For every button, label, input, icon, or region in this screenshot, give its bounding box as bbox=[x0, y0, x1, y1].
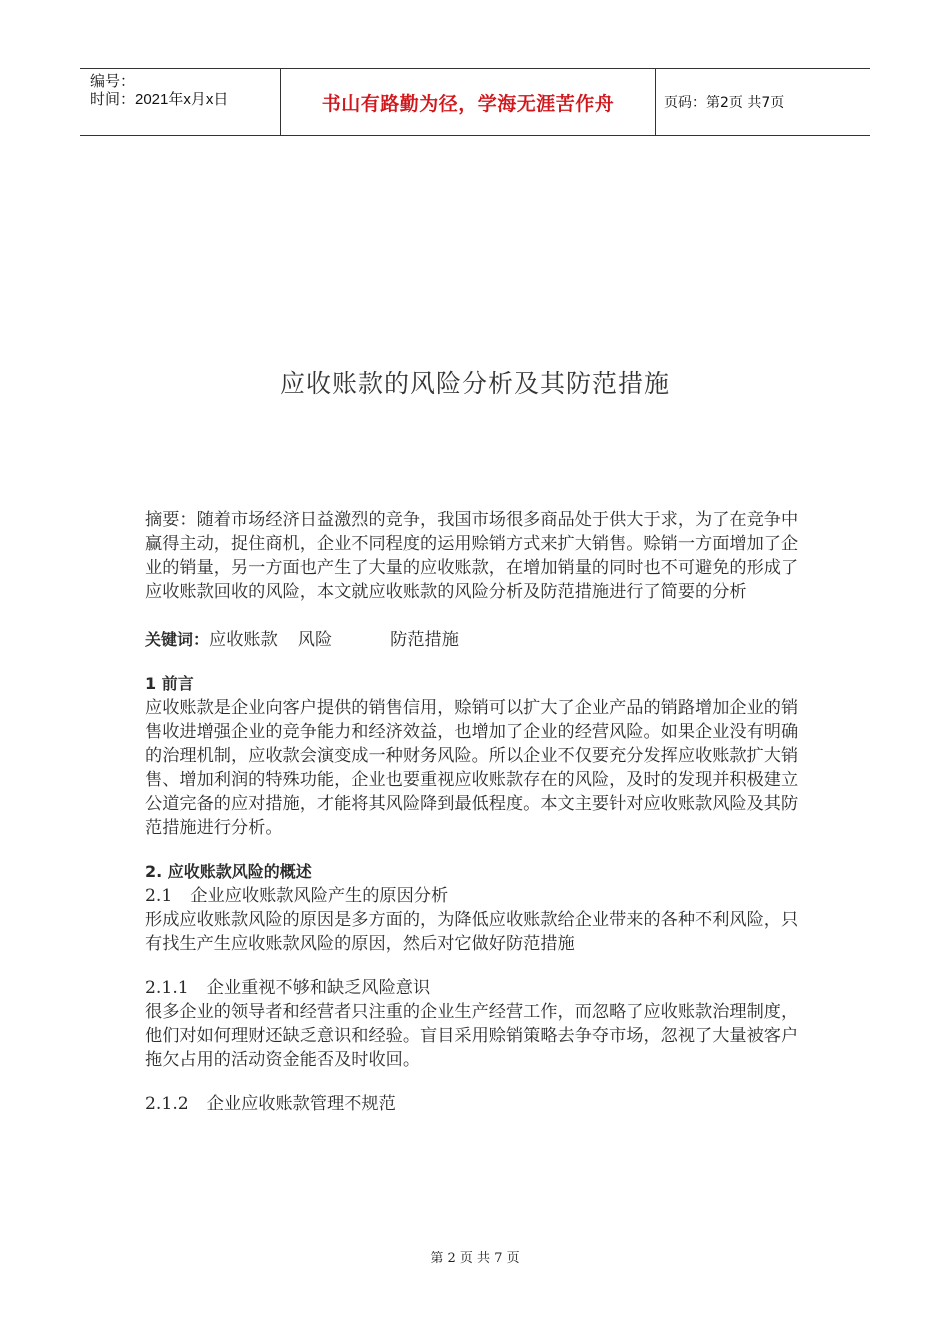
document-body bbox=[145, 508, 800, 1116]
subsection-title: 企业应收账款管理不规范 bbox=[206, 1094, 396, 1114]
subsection-number: 2.1.2 bbox=[145, 1094, 189, 1114]
subsection-title: 企业应收账款风险产生的原因分析 bbox=[190, 886, 449, 906]
abstract: 摘要：随着市场经济日益激烈的竞争，我国市场很多商品处于供大于求，为了在竞争中赢得主动，捉住商机，企业不同程度的运用赊销方式来扩大销售。赊销一方面增加了企业的销量，另一方面也产生了大量的应收账款，在增加销量的同时也不可避免的形成了应收账款回收的风险，本文就应收账款的风险分析及防范措施进行了简要的分析 bbox=[145, 510, 799, 602]
header-meta bbox=[80, 69, 281, 135]
section-body: 应收账款是企业向客户提供的销售信用，赊销可以扩大了企业产品的销路增加企业的销售收进增强企业的竞争能力和经济效益，也增加了企业的经营风险。如果企业没有明确的治理机制，应收款会演变成一种财务风险。所以企业不仅要充分发挥应收账款扩大销售、增加利润的特殊功能，企业也要重视应收账款存在的风险，及时的发现并积极建立公道完备的应对措施，才能将其风险降到最低程度。本文主要针对应收账款风险及其防范措施进行分析。 bbox=[145, 698, 799, 838]
serial-label: 编号： bbox=[90, 73, 136, 90]
section-body: 很多企业的领导者和经营者只注重的企业生产经营工作，而忽略了应收账款治理制度，他们对如何理财还缺乏意识和经验。盲目采用赊销策略去争夺市场，忽视了大量被客户拖欠占用的活动资金能否及时收回。 bbox=[145, 1002, 799, 1070]
header-motto: 书山有路勤为径，学海无涯苦作舟 bbox=[281, 69, 656, 135]
page-footer: 第 2 页 共 7 页 bbox=[430, 1251, 520, 1266]
keywords-label: 关键词： bbox=[145, 630, 210, 649]
subsection-title: 企业重视不够和缺乏风险意识 bbox=[206, 978, 431, 998]
keywords-line bbox=[145, 628, 800, 652]
header-page-info: 页码：第2页 共7页 bbox=[664, 95, 785, 111]
subsection-number: 2.1.1 bbox=[145, 978, 189, 998]
subsection-heading bbox=[145, 884, 800, 908]
keyword-item: 防范措施 bbox=[390, 630, 459, 650]
document-title: 应收账款的风险分析及其防范措施 bbox=[279, 369, 670, 398]
document-header bbox=[80, 68, 870, 136]
subsection-heading bbox=[145, 1092, 800, 1116]
section-heading: 2. 应收账款风险的概述 bbox=[145, 862, 312, 881]
date-line: 时间：2021年x月x日 bbox=[90, 91, 229, 108]
keyword-item: 风险 bbox=[297, 630, 333, 650]
keyword-item: 应收账款 bbox=[209, 630, 278, 650]
section-body: 形成应收账款风险的原因是多方面的，为降低应收账款给企业带来的各种不利风险，只有找生产生应收账款风险的原因，然后对它做好防范措施 bbox=[145, 910, 799, 954]
subsection-number: 2.1 bbox=[145, 886, 173, 906]
section-heading: 1 前言 bbox=[145, 674, 194, 693]
subsection-heading bbox=[145, 976, 800, 1000]
